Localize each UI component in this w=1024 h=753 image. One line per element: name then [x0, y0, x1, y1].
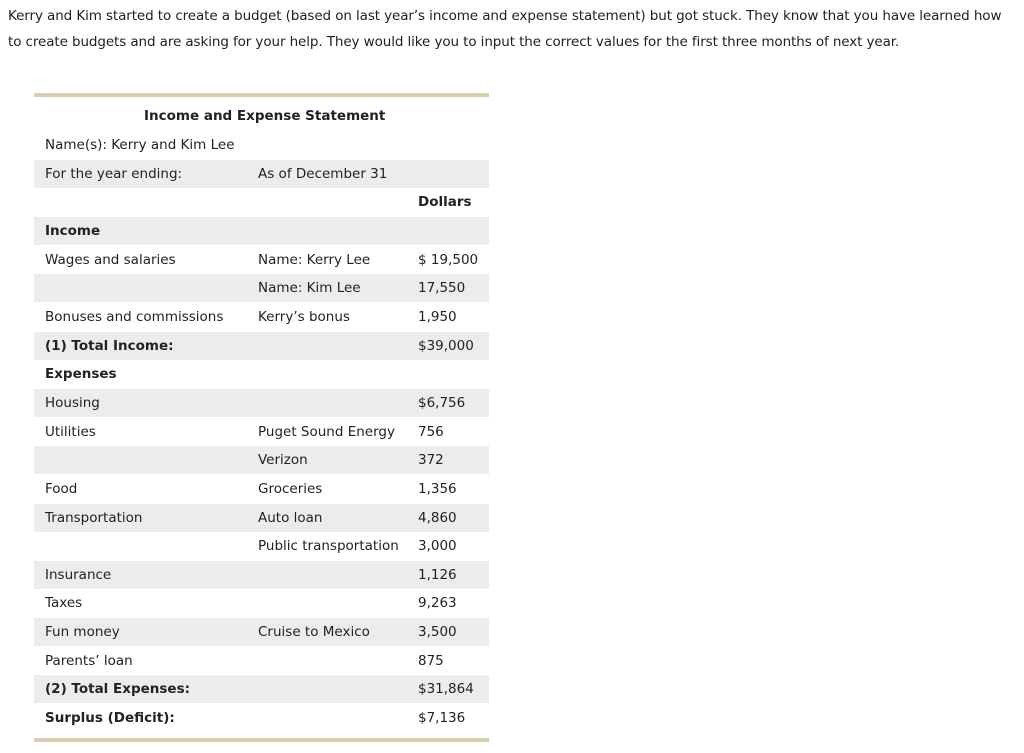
year-label: For the year ending:: [45, 166, 183, 182]
income-expense-statement: [34, 93, 489, 745]
year-row: [34, 160, 489, 188]
table-row: [34, 675, 489, 703]
row-detail: Public transportation: [258, 538, 399, 555]
row-label: Income: [45, 223, 101, 239]
dollars-header: Dollars: [418, 194, 472, 210]
table-row: [34, 504, 489, 532]
table-row: [34, 561, 489, 589]
row-detail: Name: Kerry Lee: [258, 251, 371, 268]
row-amount: 1,356: [418, 480, 457, 497]
row-detail: Verizon: [258, 452, 308, 469]
top-rule: [34, 93, 489, 97]
row-detail: Auto loan: [258, 509, 323, 526]
statement-title: Income and Expense Statement: [144, 108, 386, 124]
year-value: As of December 31: [258, 166, 388, 182]
row-amount: 3,500: [418, 624, 457, 641]
row-amount: 4,860: [418, 509, 457, 526]
row-label: Housing: [45, 394, 100, 411]
table-row: [34, 246, 489, 274]
table-row: [34, 274, 489, 302]
row-amount: $39,000: [418, 337, 474, 354]
row-label: Bonuses and commissions: [45, 308, 224, 325]
row-amount: 9,263: [418, 595, 457, 612]
table-row: [34, 704, 489, 732]
table-row: [34, 418, 489, 446]
row-label: Utilities: [45, 423, 96, 440]
row-amount: 17,550: [418, 280, 466, 297]
row-label: (2) Total Expenses:: [45, 681, 190, 698]
row-detail: Groceries: [258, 480, 323, 497]
row-label: Surplus (Deficit):: [45, 710, 175, 726]
table-row: [34, 389, 489, 417]
row-amount: $7,136: [418, 710, 466, 726]
row-amount: 372: [418, 452, 444, 469]
row-amount: 1,950: [418, 308, 457, 325]
instructions: [8, 3, 1016, 55]
row-detail: Kerry’s bonus: [258, 308, 350, 325]
row-detail: Name: Kim Lee: [258, 280, 361, 297]
row-label: Food: [45, 480, 78, 497]
row-amount: $31,864: [418, 681, 474, 698]
row-amount: 3,000: [418, 538, 457, 555]
row-label: Wages and salaries: [45, 251, 176, 268]
row-label: (1) Total Income:: [45, 337, 174, 354]
instructions-line-1: Kerry and Kim started to create a budget (based on last year’s income and expense statement) but got stuck. They know that you have learned how: [8, 8, 1002, 24]
row-label: Transportation: [45, 509, 143, 526]
table-row: [34, 618, 489, 646]
row-label: Parents’ loan: [45, 652, 133, 669]
row-amount: 875: [418, 652, 444, 669]
table-row: [34, 446, 489, 474]
table-row: [34, 360, 489, 388]
table-row: [34, 532, 489, 560]
table-row: [34, 647, 489, 675]
table-row: [34, 217, 489, 245]
names-label: Name(s): Kerry and Kim Lee: [45, 137, 235, 153]
row-amount: $6,756: [418, 394, 466, 411]
row-label: Expenses: [45, 366, 117, 383]
dollars-header-row: [34, 188, 489, 216]
row-amount: $ 19,500: [418, 251, 479, 268]
row-amount: 1,126: [418, 566, 457, 583]
table-row: [34, 303, 489, 331]
table-row: [34, 475, 489, 503]
row-detail: Cruise to Mexico: [258, 624, 370, 641]
row-label: Insurance: [45, 566, 112, 583]
row-amount: 756: [418, 423, 444, 440]
names-row: [34, 131, 489, 159]
row-label: Fun money: [45, 624, 120, 641]
table-row: [34, 589, 489, 617]
bottom-rule: [34, 738, 489, 742]
row-detail: Puget Sound Energy: [258, 423, 395, 440]
instructions-line-2: to create budgets and are asking for your help. They would like you to input the correct values for the first three months of next year.: [8, 34, 900, 50]
table-row: [34, 332, 489, 360]
row-label: Taxes: [45, 595, 83, 612]
